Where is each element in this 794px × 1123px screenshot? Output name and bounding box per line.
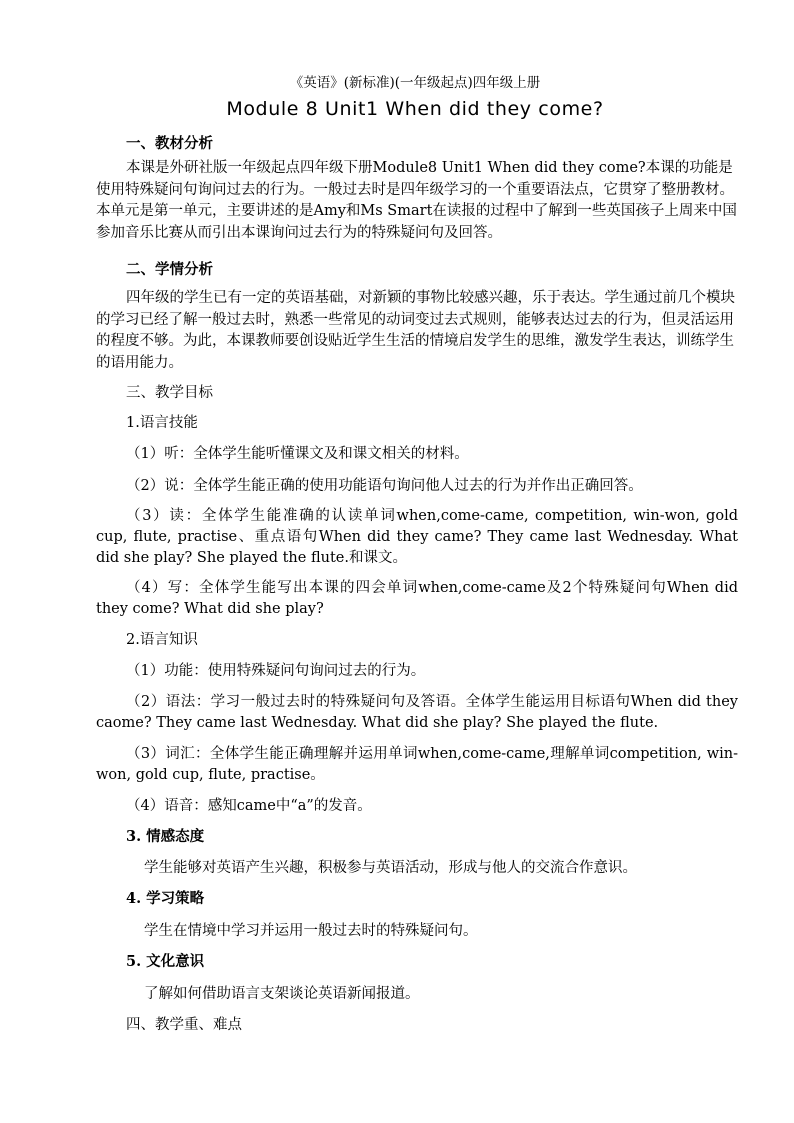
lesson-title: Module 8 Unit1 When did they come?	[226, 98, 604, 120]
section-heading-learner-analysis: 二、学情分析	[126, 261, 213, 278]
section-heading-teaching-objectives: 三、教学目标	[126, 385, 213, 401]
subheading-learning-strategy: 4. 学习策略	[126, 890, 205, 907]
emotional-attitude-text: 学生能够对英语产生兴趣，积极参与英语活动，形成与他人的交流合作意识。	[144, 860, 637, 876]
objective-writing: （4）写：全体学生能写出本课的四会单词when,come-came及2个特殊疑问句When did they come? What did she play?	[96, 580, 738, 617]
objective-grammar: （2）语法：学习一般过去时的特殊疑问句及答语。全体学生能运用目标语句When did they caome? They came last Wednesday. What did she play? She played the flute.	[96, 694, 738, 731]
subheading-emotional-attitude: 3. 情感态度	[126, 828, 205, 845]
objective-phonetics: （4）语音：感知came中“a”的发音。	[126, 798, 372, 814]
learner-analysis-paragraph: 四年级的学生已有一定的英语基础，对新颖的事物比较感兴趣，乐于表达。学生通过前几个模块的学习已经了解一般过去时，熟悉一些常见的动词变过去式规则，能够表达过去的行为，但灵活运用的程度不够。为此，本课教师要创设贴近学生生活的情境启发学生的思维，激发学生表达，训练学生的语用能力。	[96, 290, 735, 371]
objective-speaking: （2）说：全体学生能正确的使用功能语句询问他人过去的行为并作出正确回答。	[126, 478, 643, 494]
objective-listening: （1）听：全体学生能听懂课文及和课文相关的材料。	[126, 446, 469, 462]
textbook-analysis-paragraph: 本课是外研社版一年级起点四年级下册Module8 Unit1 When did they come?本课的功能是使用特殊疑问句询问过去的行为。一般过去时是四年级学习的一个重要语法点，它贯穿了整册教材。本单元是第一单元，主要讲述的是Amy和Ms Smart在读报的过程中了解到一些英国孩子上周来中国参加音乐比赛从而引出本课询问过去行为的特殊疑问句及回答。	[96, 160, 737, 241]
objective-vocabulary: （3）词汇：全体学生能正确理解并运用单词when,come-came,理解单词competition, win-won, gold cup, flute, practise。	[96, 746, 738, 783]
objective-reading: （3）读：全体学生能准确的认读单词when,come-came, competition, win-won, gold cup, flute, practise、重点语句When did they came? They came last Wednesday. What did she play? She played the flute.和课文。	[96, 508, 738, 566]
objective-function: （1）功能：使用特殊疑问句询问过去的行为。	[126, 663, 426, 679]
subheading-language-knowledge: 2.语言知识	[126, 632, 198, 648]
section-heading-key-points: 四、教学重、难点	[126, 1017, 242, 1033]
cultural-awareness-text: 了解如何借助语言支架谈论英语新闻报道。	[144, 986, 420, 1002]
subheading-language-skills: 1.语言技能	[126, 415, 198, 431]
textbook-series: 《英语》(新标准)(一年级起点)四年级上册	[289, 75, 541, 91]
learning-strategy-text: 学生在情境中学习并运用一般过去时的特殊疑问句。	[144, 923, 478, 939]
subheading-cultural-awareness: 5. 文化意识	[126, 953, 205, 970]
section-heading-textbook-analysis: 一、教材分析	[126, 135, 213, 152]
